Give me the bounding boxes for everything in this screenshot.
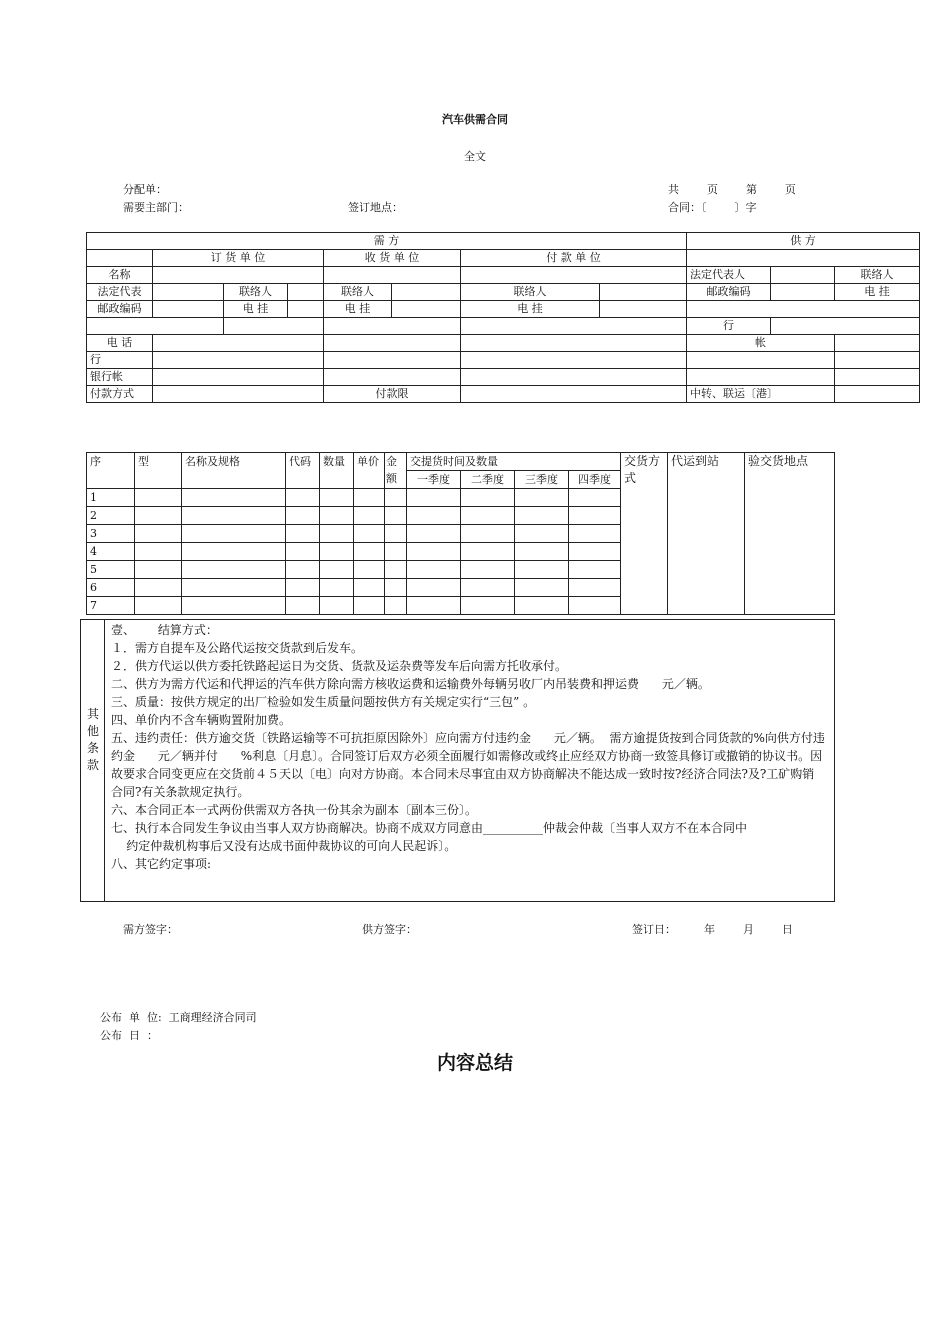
contact-label: 联络人 — [461, 284, 600, 301]
account-label: 帐 — [687, 335, 835, 352]
row-number: 1 — [87, 489, 135, 507]
blank-cell — [687, 352, 835, 369]
q1-header: 一季度 — [407, 471, 461, 489]
bank-value — [153, 352, 324, 369]
qty-header: 数量 — [320, 453, 354, 489]
pay-unit-header: 付 款 单 位 — [461, 250, 687, 267]
q4-header: 四季度 — [569, 471, 621, 489]
phone-short-value — [600, 301, 687, 318]
legal-rep-value — [771, 267, 835, 284]
legal-label: 法定代表 — [87, 284, 153, 301]
contract-number: 合同：〔 〕字 — [668, 201, 757, 214]
receive-name-value — [324, 267, 461, 284]
phone-value — [153, 335, 324, 352]
supply-side-header: 供 方 — [687, 233, 920, 250]
row-number: 6 — [87, 579, 135, 597]
bank-label: 行 — [687, 318, 771, 335]
seq-header: 序 — [87, 453, 135, 489]
supply-signature: 供方签字： — [362, 923, 417, 936]
alloc-label: 分配单： — [123, 183, 167, 196]
legal-rep-label: 法定代表人 — [687, 267, 771, 284]
phone-short-label: 电 挂 — [224, 301, 288, 318]
pay-deadline-value — [461, 386, 687, 403]
goods-table — [86, 452, 835, 615]
amount-header: 金额 — [385, 453, 407, 489]
summary-heading: 内容总结 — [436, 1052, 513, 1074]
unit-price-header: 单价 — [354, 453, 385, 489]
pay-method-value — [153, 386, 324, 403]
page-count: 共 页 第 页 — [668, 183, 796, 196]
phone-short-label: 电 挂 — [835, 284, 920, 301]
pay-method-label: 付款方式 — [87, 386, 153, 403]
postcode-label: 邮政编码 — [87, 301, 153, 318]
phone-short-label: 电 挂 — [461, 301, 600, 318]
pay-deadline-label: 付款限 — [324, 386, 461, 403]
row-number: 7 — [87, 597, 135, 615]
phone-short-value — [288, 301, 324, 318]
q2-header: 二季度 — [461, 471, 515, 489]
clause-line: 八、其它约定事项: — [111, 857, 212, 871]
delivery-method-header: 交货方式 — [621, 453, 668, 615]
contact-value — [600, 284, 687, 301]
clause-line: １．需方自提车及公路代运按交货款到后发车。 — [111, 641, 364, 655]
transit-value — [835, 386, 920, 403]
bank-value — [461, 352, 687, 369]
clause-line: 四、单价内不含车辆购置附加费。 — [111, 713, 292, 727]
clause-line: 壹、 结算方式： — [111, 623, 218, 637]
bank-account-value — [153, 369, 324, 386]
blank-cell — [87, 250, 153, 267]
name-spec-header: 名称及规格 — [182, 453, 286, 489]
contact-value — [392, 284, 461, 301]
q3-header: 三季度 — [515, 471, 569, 489]
demand-signature: 需方签字： — [123, 923, 178, 936]
code-header: 代码 — [286, 453, 320, 489]
contact-label: 联络人 — [835, 267, 920, 284]
clauses-side-label: 其他条款 — [87, 707, 100, 772]
phone-label: 电 话 — [87, 335, 153, 352]
demand-side-header: 需 方 — [87, 233, 687, 250]
legal-value — [153, 284, 224, 301]
blank-cell — [687, 250, 920, 267]
contact-label: 联络人 — [224, 284, 288, 301]
transit-label: 中转、联运〔港〕 — [687, 386, 835, 403]
blank-cell — [461, 318, 687, 335]
row-number: 2 — [87, 507, 135, 525]
order-unit-header: 订 货 单 位 — [153, 250, 324, 267]
blank-cell — [687, 301, 920, 318]
postcode-label: 邮政编码 — [687, 284, 771, 301]
clause-line: 三、质量：按供方规定的出厂检验如发生质量问题按供方有关规定实行“三包” 。 — [111, 695, 536, 709]
bank-account-label: 银行帐 — [87, 369, 153, 386]
station-header: 代运到站 — [668, 453, 745, 615]
bank-value — [771, 318, 920, 335]
blank-cell — [835, 352, 920, 369]
row-number: 3 — [87, 525, 135, 543]
dept-label: 需要主部门： — [123, 201, 189, 214]
document-title: 汽车供需合同 — [442, 113, 508, 126]
bank-account-value — [324, 369, 461, 386]
delivery-time-header: 交提货时间及数量 — [407, 453, 621, 471]
row-number: 4 — [87, 543, 135, 561]
other-clauses-box — [80, 619, 835, 902]
blank-cell — [87, 318, 224, 335]
postcode-value — [771, 284, 835, 301]
bank-label: 行 — [87, 352, 153, 369]
clause-line: 二、供方为需方代运和代押运的汽车供方除向需方核收运费和运输费外每辆另收厂内吊装费和押运费 元／辆。 — [111, 677, 710, 691]
blank-cell — [835, 369, 920, 386]
bank-account-value — [461, 369, 687, 386]
clauses-body — [111, 621, 826, 873]
account-value — [835, 335, 920, 352]
order-name-value — [153, 267, 324, 284]
publish-unit: 公布 单 位: 工商理经济合同司 — [100, 1011, 257, 1024]
blank-cell — [324, 318, 461, 335]
phone-short-value — [392, 301, 461, 318]
sign-date: 签订日： 年 月 日 — [632, 923, 793, 936]
inspect-place-header: 验交货地点 — [745, 453, 835, 615]
clause-line: 约定仲裁机构事后又没有达成书面仲裁协议的可向人民起诉〕。 — [111, 839, 457, 853]
postcode-value — [153, 301, 224, 318]
name-label: 名称 — [87, 267, 153, 284]
clause-line: 七、执行本合同发生争议由当事人双方协商解决。协商不成双方同意由__________仲裁会仲裁〔当事人双方不在本合同中 — [111, 821, 748, 835]
clause-line: 六、本合同正本一式两份供需双方各执一份其余为副本〔副本三份〕。 — [111, 803, 478, 817]
place-label: 签订地点： — [348, 201, 403, 214]
phone-value — [461, 335, 687, 352]
pay-name-value — [461, 267, 687, 284]
document-subtitle: 全文 — [464, 150, 486, 163]
bank-value — [324, 352, 461, 369]
parties-table — [86, 232, 920, 403]
contact-label: 联络人 — [324, 284, 392, 301]
blank-cell — [224, 318, 324, 335]
phone-value — [324, 335, 461, 352]
contact-value — [288, 284, 324, 301]
clause-line: ２．供方代运以供方委托铁路起运日为交货、货款及运杂费等发车后向需方托收承付。 — [111, 659, 568, 673]
row-number: 5 — [87, 561, 135, 579]
clause-line: 五、违约责任：供方逾交货〔铁路运输等不可抗拒原因除外〕应向需方付违约金 元／辆。 需方逾提货按到合同货款的%向供方付违约金 元／辆并付 %利息〔月息〕。合同签订后双方必须全面履行如需修改或终止应经双方协商一致签具修订或撤销的协议书。因故要求合同变更应在交货前４５天以〔电〕向对方协商。本合同未尽事宜由双方协商解决不能达成一致时按?经济合同法?及?工矿购销合同?有关条款规定执行。 — [111, 731, 825, 799]
receive-unit-header: 收 货 单 位 — [324, 250, 461, 267]
phone-short-label: 电 挂 — [324, 301, 392, 318]
publish-day: 公布 日 ： — [100, 1029, 158, 1042]
clauses-side — [81, 620, 105, 901]
model-header: 型 — [135, 453, 182, 489]
blank-cell — [687, 369, 835, 386]
